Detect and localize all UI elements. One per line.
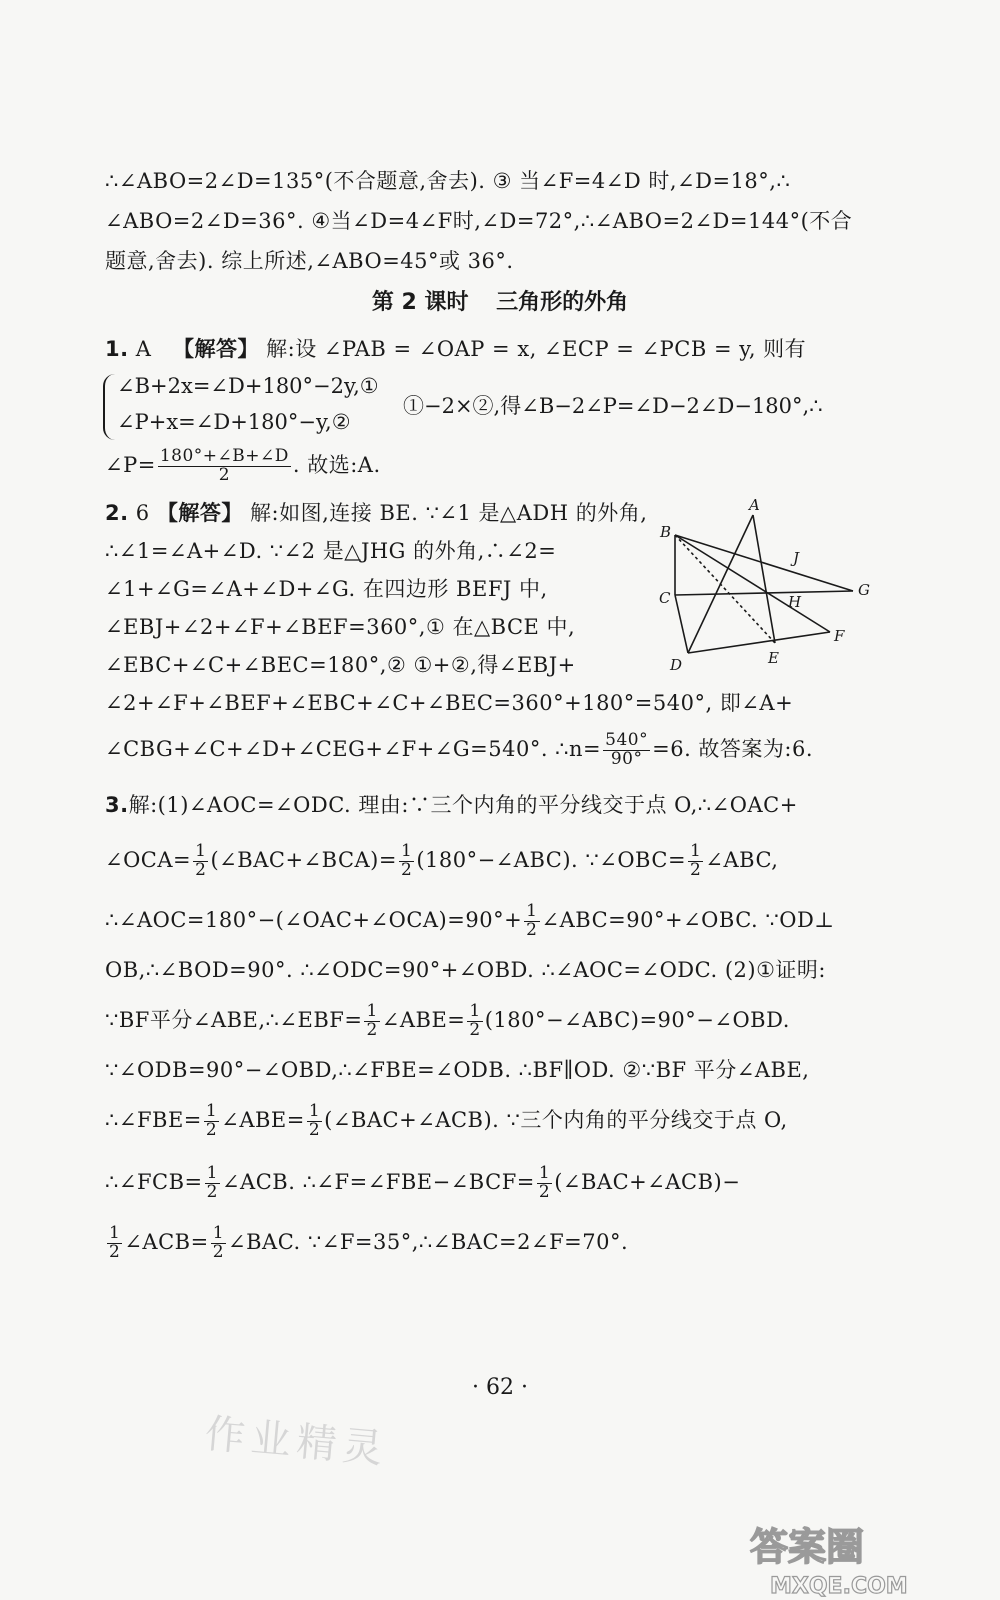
site-logo — [740, 1515, 990, 1600]
q2-result-line: ∠CBG+∠C+∠D+∠CEG+∠F+∠G=540°. ∴n= $\frac{540^\circ}{90^\circ}$ =6. 故答案为:6. — [105, 730, 814, 769]
fraction: $\frac{180^\circ+\angle B+\angle D}{2}$ — [159, 446, 289, 485]
fraction-half: $\frac{1}{2}$ — [538, 1163, 551, 1202]
fraction-half: $\frac{1}{2}$ — [690, 841, 702, 880]
fraction-half: $\frac{1}{2}$ — [212, 1223, 225, 1262]
equation-2: ∠P+x=∠D+180°−y,② — [117, 410, 351, 434]
logo-bottom-text: MXQE.COM — [770, 1574, 908, 1599]
text-line: ∴∠AOC=180°−(∠OAC+∠OCA)=90°+ $\frac{1}{2}$ ∠ABC=90°+∠OBC. ∵OD⊥ — [105, 901, 835, 940]
page-number: · 62 · — [472, 1375, 528, 1400]
label-D: D — [670, 656, 683, 674]
lesson-name: 三角形的外角 — [496, 290, 629, 315]
segment-CD — [675, 595, 688, 653]
label-B: B — [660, 523, 672, 541]
answer-value: 6 — [135, 501, 150, 525]
answer-tag: 【解答】 — [156, 501, 243, 525]
fraction-half: $\frac{1}{2}$ — [308, 1101, 321, 1140]
text-line: ∠2+∠F+∠BEF+∠EBC+∠C+∠BEC=360°+180°=540°, 即∠A+ — [105, 691, 794, 715]
label-A: A — [749, 496, 760, 514]
label-C: C — [659, 589, 671, 607]
fraction-half: $\frac{1}{2}$ — [526, 901, 538, 940]
lesson-number: 第 2 课时 — [371, 290, 469, 315]
q1-derivation: ①−2×②,得∠B−2∠P=∠D−2∠D−180°,∴ — [403, 394, 823, 418]
text-line: ∴∠ABO=2∠D=135°(不合题意,舍去). ③ 当∠F=4∠D 时,∠D=18°,∴ — [105, 169, 791, 193]
text-line: ∵∠ODB=90°−∠OBD,∴∠FBE=∠ODB. ∴BF∥OD. ②∵BF 平分∠ABE, — [105, 1058, 810, 1082]
text-line: ∴∠FCB= $\frac{1}{2}$ ∠ACB. ∴∠F=∠FBE−∠BCF= $\frac{1}{2}$ (∠BAC+∠ACB)− — [105, 1163, 741, 1202]
fraction-half: $\frac{1}{2}$ — [109, 1223, 121, 1262]
fraction: $\frac{540^\circ}{90^\circ}$ — [605, 730, 649, 769]
label-E: E — [768, 649, 779, 667]
text-line: $\frac{1}{2}$ ∠ACB= $\frac{1}{2}$ ∠BAC. ∵∠F=35°,∴∠BAC=2∠F=70°. — [109, 1223, 629, 1262]
logo-top-text: 答案圈 — [750, 1525, 865, 1569]
label-G: G — [858, 581, 870, 599]
label-H: H — [788, 593, 802, 611]
fraction-half: $\frac{1}{2}$ — [195, 841, 207, 880]
section-title — [0, 285, 1000, 316]
fraction-half: $\frac{1}{2}$ — [469, 1001, 481, 1040]
text-line: OB,∴∠BOD=90°. ∴∠ODC=90°+∠OBD. ∴∠AOC=∠ODC. (2)①证明: — [105, 958, 826, 982]
q3-first-line: 3.解:(1)∠AOC=∠ODC. 理由:∵三个内角的平分线交于点 O,∴∠OAC+ — [105, 793, 798, 817]
label-F: F — [834, 627, 845, 645]
answer-choice: A — [135, 337, 152, 361]
equation-system — [103, 374, 385, 440]
text-line: 题意,舍去). 综上所述,∠ABO=45°或 36°. — [105, 249, 514, 273]
watermark: 作业精灵 — [203, 1411, 391, 1473]
text-line: ∵BF平分∠ABE,∴∠EBF= $\frac{1}{2}$ ∠ABE= $\frac{1}{2}$ (180°−∠ABC)=90°−∠OBD. — [105, 1001, 790, 1040]
text-line: ∠1+∠G=∠A+∠D+∠G. 在四边形 BEFJ 中, — [105, 577, 548, 601]
fraction-half: $\frac{1}{2}$ — [400, 841, 413, 880]
q2-first-line: 2. 6 【解答】 解:如图,连接 BE. ∵∠1 是△ADH 的外角, — [105, 501, 648, 525]
label-J: J — [793, 549, 800, 567]
segment-DF — [688, 632, 830, 653]
equation-1: ∠B+2x=∠D+180°−2y,① — [117, 374, 379, 398]
segment-BF — [675, 535, 830, 632]
q1-text: 解:设 ∠PAB = ∠OAP = x, ∠ECP = ∠PCB = y, 则有 — [266, 337, 807, 361]
text-line: ∠EBJ+∠2+∠F+∠BEF=360°,① 在△BCE 中, — [105, 615, 576, 639]
question-number: 1. — [105, 337, 129, 361]
text-line: ∴∠FBE= $\frac{1}{2}$ ∠ABE= $\frac{1}{2}$ (∠BAC+∠ACB). ∵三个内角的平分线交于点 O, — [105, 1101, 788, 1140]
fraction-half: $\frac{1}{2}$ — [366, 1001, 378, 1040]
text-line: ∠OCA= $\frac{1}{2}$ (∠BAC+∠BCA)= $\frac{1}{2}$ (180°−∠ABC). ∵∠OBC= $\frac{1}{2}$ ∠ABC, — [105, 841, 779, 880]
text-line: ∠EBC+∠C+∠BEC=180°,② ①+②,得∠EBJ+ — [105, 653, 576, 677]
q1-first-line — [105, 334, 890, 364]
q1-result-line: ∠P= $\frac{180^\circ+\angle B+\angle D}{2}$ . 故选:A. — [105, 446, 381, 485]
question-number: 3. — [105, 793, 129, 817]
text-line: ∴∠1=∠A+∠D. ∵∠2 是△JHG 的外角,∴∠2= — [105, 539, 557, 563]
fraction-half: $\frac{1}{2}$ — [205, 1101, 218, 1140]
geometry-figure — [650, 495, 890, 685]
text-line: ∠ABO=2∠D=36°. ④当∠D=4∠F时,∠D=72°,∴∠ABO=2∠D=144°(不合 — [105, 209, 853, 233]
question-number: 2. — [105, 501, 129, 525]
answer-tag: 【解答】 — [172, 337, 259, 361]
fraction-half: $\frac{1}{2}$ — [206, 1163, 218, 1202]
